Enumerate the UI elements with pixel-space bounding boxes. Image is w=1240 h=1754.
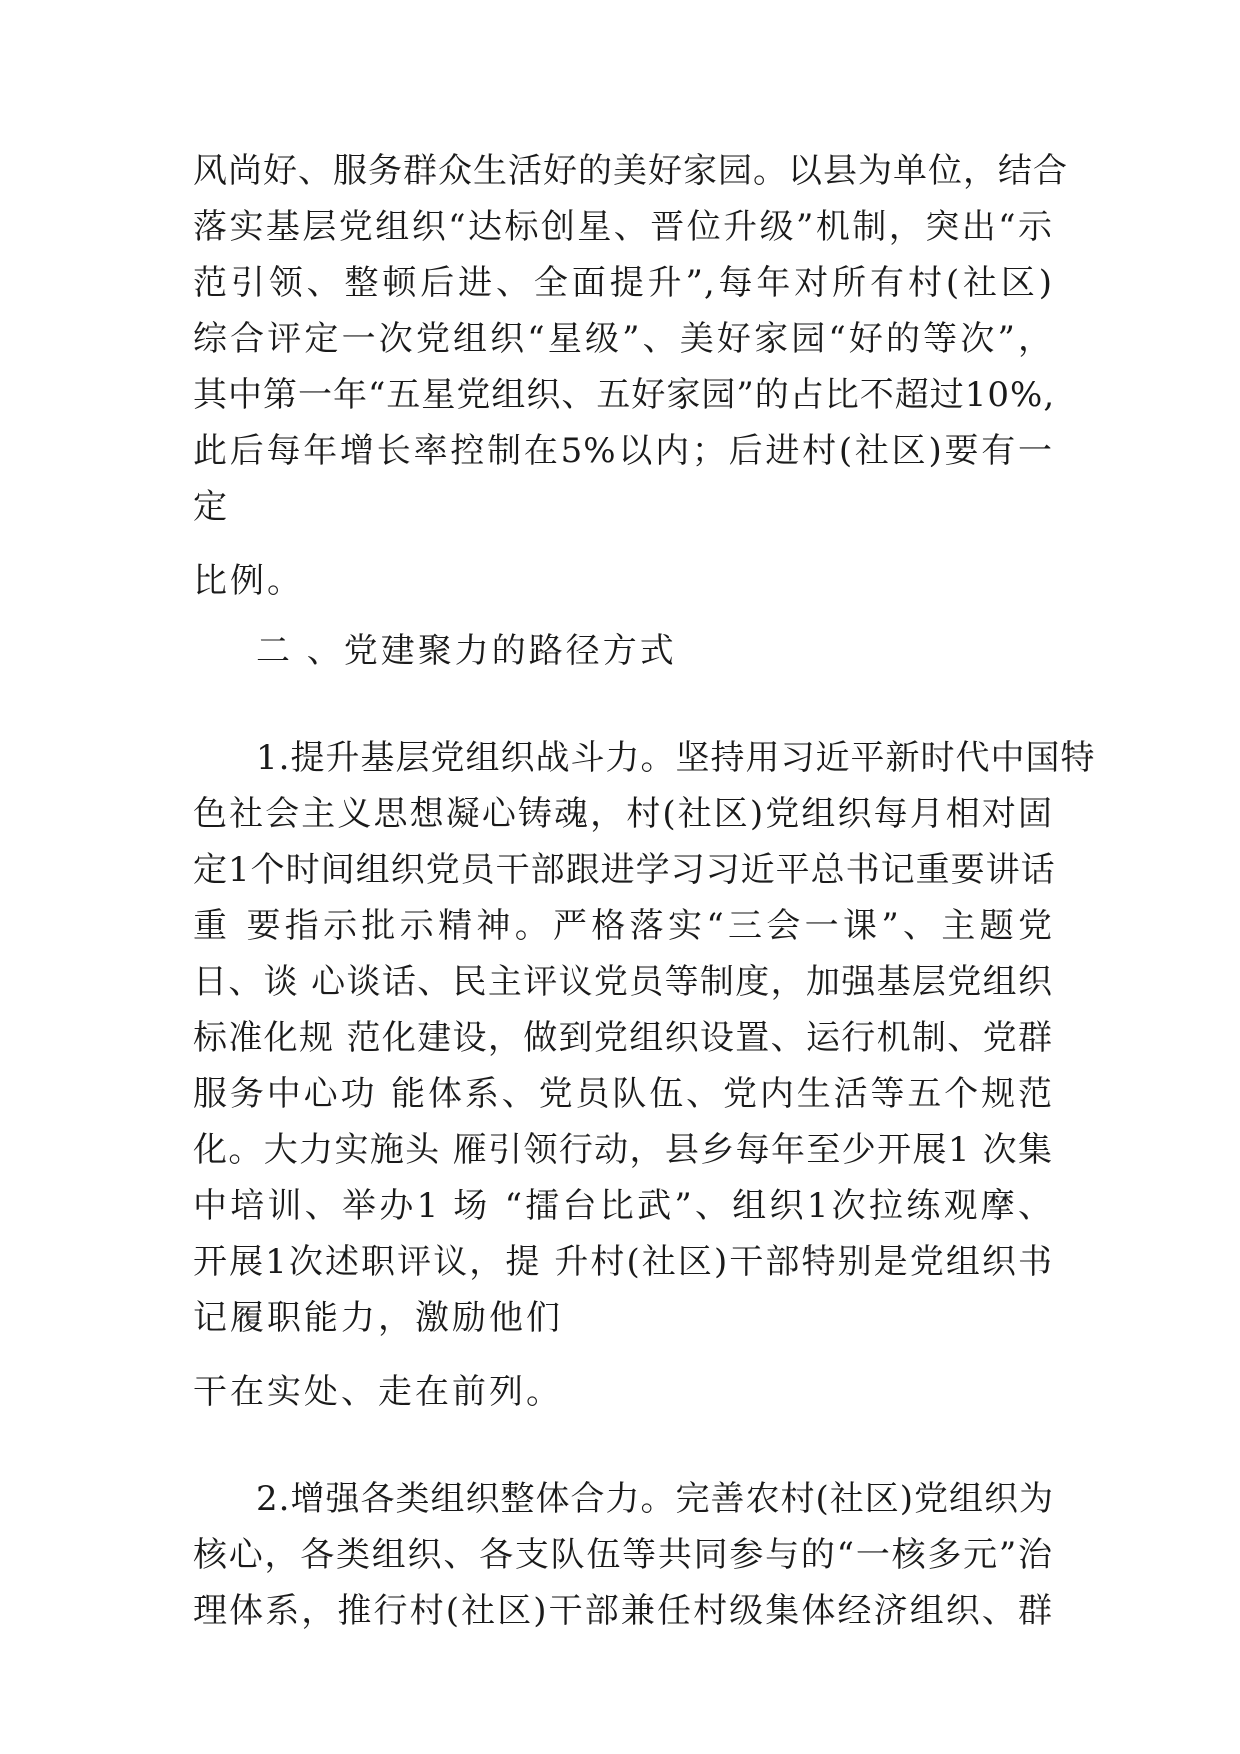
paragraph-continuation: 比例。 [193, 561, 304, 601]
paragraph-line: 记履职能力，激励他们 [193, 1298, 563, 1338]
paragraph-line: 定 [193, 487, 230, 527]
paragraph-line: 落实基层党组织“达标创星、晋位升级”机制，突出“示 [193, 207, 1053, 247]
paragraph-line: 范引领、整顿后进、全面提升”,每年对所有村(社区) [193, 263, 1053, 303]
paragraph-line: 此后每年增长率控制在5%以内；后进村(社区)要有一 [193, 431, 1053, 471]
paragraph-line: 开展1次述职评议，提 升村(社区)干部特别是党组织书 [193, 1242, 1053, 1282]
paragraph-line: 2.增强各类组织整体合力。完善农村(社区)党组织为 [256, 1479, 1054, 1519]
section-heading: 二 、党建聚力的路径方式 [256, 631, 677, 671]
paragraph-line: 理体系，推行村(社区)干部兼任村级集体经济组织、群 [193, 1591, 1053, 1631]
paragraph-line: 日、谈 心谈话、民主评议党员等制度，加强基层党组织 [193, 962, 1053, 1002]
paragraph-line: 化。大力实施头 雁引领行动，县乡每年至少开展1 次集 [193, 1130, 1053, 1170]
paragraph-line: 重 要指示批示精神。严格落实“三会一课”、主题党 [193, 906, 1053, 946]
paragraph-line: 综合评定一次党组织“星级”、美好家园“好的等次”， [193, 319, 1053, 359]
paragraph-line: 定1个时间组织党员干部跟进学习习近平总书记重要讲话 [193, 850, 1056, 890]
paragraph-line: 风尚好、服务群众生活好的美好家园。以县为单位，结合 [193, 151, 1068, 191]
paragraph-line: 其中第一年“五星党组织、五好家园”的占比不超过10%, [193, 375, 1056, 415]
paragraph-continuation: 干在实处、走在前列。 [193, 1372, 563, 1412]
paragraph-line: 核心，各类组织、各支队伍等共同参与的“一核多元”治 [193, 1535, 1053, 1575]
paragraph-line: 色社会主义思想凝心铸魂，村(社区)党组织每月相对固 [193, 794, 1053, 834]
paragraph-line: 标准化规 范化建设，做到党组织设置、运行机制、党群 [193, 1018, 1053, 1058]
paragraph-line: 服务中心功 能体系、党员队伍、党内生活等五个规范 [193, 1074, 1053, 1114]
paragraph-line: 中培训、举办1 场 “擂台比武”、组织1次拉练观摩、 [193, 1186, 1053, 1226]
paragraph-line: 1.提升基层党组织战斗力。坚持用习近平新时代中国特 [256, 738, 1096, 778]
